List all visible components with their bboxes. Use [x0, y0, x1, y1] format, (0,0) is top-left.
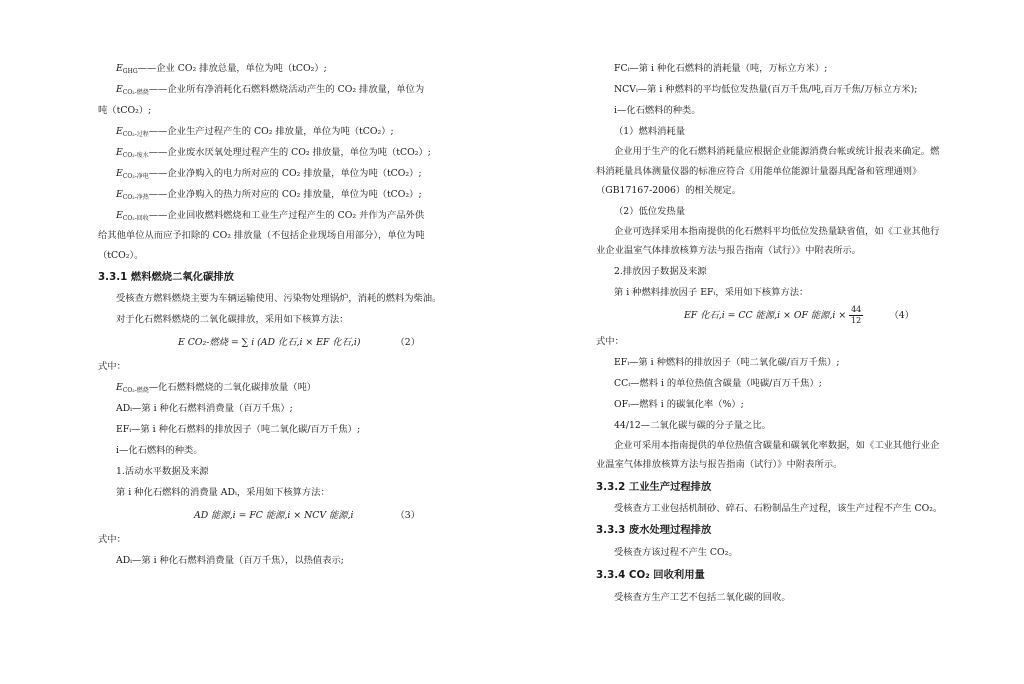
- def-e-process: [98, 121, 450, 142]
- section-heading-3-3-3: 3.3.3 废水处理过程排放: [596, 524, 712, 536]
- def-subscript: CO₂-净电: [122, 173, 149, 180]
- def-subscript: CO₂-回收: [122, 215, 149, 222]
- def-e-recovery: [98, 205, 450, 226]
- where-i: i—化石燃料的种类。: [614, 105, 701, 116]
- def-symbol: E: [116, 147, 123, 158]
- def-e-wastewater: [98, 142, 450, 163]
- def-subscript: GHG: [122, 68, 138, 75]
- where-efi: EFᵢ—第 i 种燃料的排放因子（吨二氧化碳/百万千焦）;: [614, 356, 840, 368]
- where-ofi: OFᵢ—燃料 i 的碳氧化率（%）;: [614, 398, 744, 410]
- where-label: 式中：: [596, 335, 624, 347]
- subheading-emission-factor: 2.排放因子数据及来源: [614, 265, 707, 277]
- subheading-consumption: （1）燃料消耗量: [614, 126, 685, 137]
- formula-expression: [684, 303, 863, 329]
- def-text: ——企业净购入的电力所对应的 CO₂ 排放量，单位为吨（tCO₂）;: [148, 168, 422, 179]
- where-cci: CCᵢ—燃料 i 的单位热值含碳量（吨碳/百万千焦）;: [614, 377, 822, 389]
- formula-expression: E CO₂-燃烧 = ∑ i (AD 化石,i × EF 化石,i): [178, 336, 361, 348]
- paragraph-ncv: 企业可选择采用本指南提供的化石燃料平均低位发热量缺省值，如《工业其他行业企业温室气体排放核算方法与报告指南（试行）》中附表所示。: [596, 225, 940, 256]
- def-text: ——企业废水厌氧处理过程产生的 CO₂ 排放量，单位为吨（tCO₂）;: [148, 147, 431, 158]
- def-e-combustion: [98, 79, 450, 100]
- paragraph-default-values: 企业可采用本指南提供的单位热值含碳量和碳氧化率数据，如《工业其他行业企业温室气体排放核算方法与报告指南（试行）》中附表所示。: [596, 439, 940, 470]
- paragraph-consumption: 企业用于生产的化石燃料消耗量应根据企业能源消费台帐或统计报表来确定。燃料消耗量具体测量仪器的标准应符合《用能单位能源计量器具配备和管理通则》（GB17167-2006）的相关规定。: [596, 146, 940, 196]
- def-symbol: E: [116, 210, 123, 221]
- fraction-numerator: 44: [851, 304, 862, 314]
- where-fci: FCᵢ—第 i 种化石燃料的消耗量（吨，万标立方米）;: [614, 63, 828, 74]
- formula-number: （4）: [889, 309, 914, 321]
- formula-3: [98, 503, 450, 529]
- paragraph-method: 对于化石燃料燃烧的二氧化碳排放，采用如下核算方法：: [116, 313, 349, 325]
- where-symbol: E: [116, 381, 123, 393]
- def-subscript: CO₂-废水: [122, 152, 149, 159]
- formula-number: （3）: [395, 509, 420, 521]
- subheading-ncv: （2）低位发热量: [614, 205, 685, 217]
- def-text: ——企业生产过程产生的 CO₂ 排放量，单位为吨（tCO₂）;: [148, 126, 394, 137]
- def-symbol: E: [116, 126, 123, 137]
- formula-expression: AD 能源,i = FC 能源,i × NCV 能源,i: [194, 509, 354, 521]
- where-ncvi: NCVᵢ—第 i 种燃料的平均低位发热量(百万千焦/吨,百万千焦/万标立方米);: [614, 84, 918, 95]
- where-i: i—化石燃料的种类。: [116, 444, 203, 456]
- def-symbol: E: [116, 63, 123, 74]
- def-subscript: CO₂-燃烧: [122, 89, 149, 96]
- def-symbol: E: [116, 168, 123, 179]
- where-adi-heat: ADᵢ—第 i 种化石燃料消费量（百万千焦），以热值表示;: [116, 554, 344, 566]
- where-label: 式中：: [98, 533, 126, 545]
- where-efi: EFᵢ—第 i 种化石燃料的排放因子（吨二氧化碳/百万千焦）;: [116, 423, 361, 435]
- left-column: [98, 58, 450, 571]
- section-heading-3-3-4: 3.3.4 CO₂ 回收利用量: [596, 569, 705, 581]
- formula-2: [98, 330, 450, 356]
- def-e-electricity: [98, 163, 450, 184]
- where-e-combustion: [98, 377, 450, 398]
- def-e-ghg: [98, 58, 450, 79]
- section-heading-3-3-2: 3.3.2 工业生产过程排放: [596, 480, 712, 493]
- where-text: —化石燃料燃烧的二氧化碳排放量（吨）: [148, 381, 317, 393]
- def-text: ——企业所有净消耗化石燃料燃烧活动产生的 CO₂ 排放量，单位为: [148, 84, 425, 95]
- paragraph-3-3-3: 受核查方该过程不产生 CO₂。: [614, 547, 738, 558]
- paragraph-3-3-2: 受核查方工业包括机制砂、碎石、石粉制品生产过程，该生产过程不产生 CO₂。: [614, 502, 943, 514]
- def-text: ——企业回收燃料燃烧和工业生产过程产生的 CO₂ 并作为产品外供: [148, 210, 425, 221]
- def-symbol: E: [116, 189, 123, 200]
- paragraph-adi: 第 i 种化石燃料的消费量 ADᵢ，采用如下核算方法：: [116, 486, 330, 498]
- def-continuation: 给其他单位从而应予扣除的 CO₂ 排放量（不包括企业现场自用部分），单位为吨（tCO₂）。: [98, 230, 425, 261]
- def-subscript: CO₂-净热: [122, 194, 149, 201]
- formula-number: （2）: [395, 336, 420, 348]
- subheading-activity: 1.活动水平数据及来源: [116, 465, 209, 477]
- def-text: ——企业 CO₂ 排放总量，单位为吨（tCO₂）;: [137, 63, 327, 74]
- paragraph-emission-factor: 第 i 种燃料排放因子 EFᵢ，采用如下核算方法：: [614, 286, 809, 298]
- def-text: ——企业净购入的热力所对应的 CO₂ 排放量，单位为吨（tCO₂）;: [148, 189, 422, 200]
- paragraph-fuel: 受核查方燃料燃烧主要为车辆运输使用、污染物处理锅炉，消耗的燃料为柴油。: [116, 293, 442, 304]
- where-label: 式中：: [98, 360, 126, 372]
- def-continuation: 吨（tCO₂）;: [98, 105, 152, 116]
- fraction-denominator: 12: [851, 315, 862, 325]
- formula-4: [596, 303, 944, 331]
- def-subscript: CO₂-过程: [122, 131, 149, 138]
- def-symbol: E: [116, 84, 123, 95]
- paragraph-3-3-4: 受核查方生产工艺不包括二氧化碳的回收。: [614, 592, 791, 603]
- where-adi: ADᵢ—第 i 种化石燃料消费量（百万千焦）;: [116, 402, 293, 414]
- where-subscript: CO₂-燃烧: [122, 386, 149, 394]
- def-e-heat: [98, 184, 450, 205]
- where-ratio: 44/12—二氧化碳与碳的分子量之比。: [614, 419, 771, 431]
- formula-body: EF 化石,i = CC 能源,i × OF 能源,i ×: [684, 309, 847, 321]
- section-heading-3-3-1: 3.3.1 燃料燃烧二氧化碳排放: [98, 271, 234, 283]
- right-column: [596, 58, 944, 608]
- fraction-44-12: [849, 305, 863, 326]
